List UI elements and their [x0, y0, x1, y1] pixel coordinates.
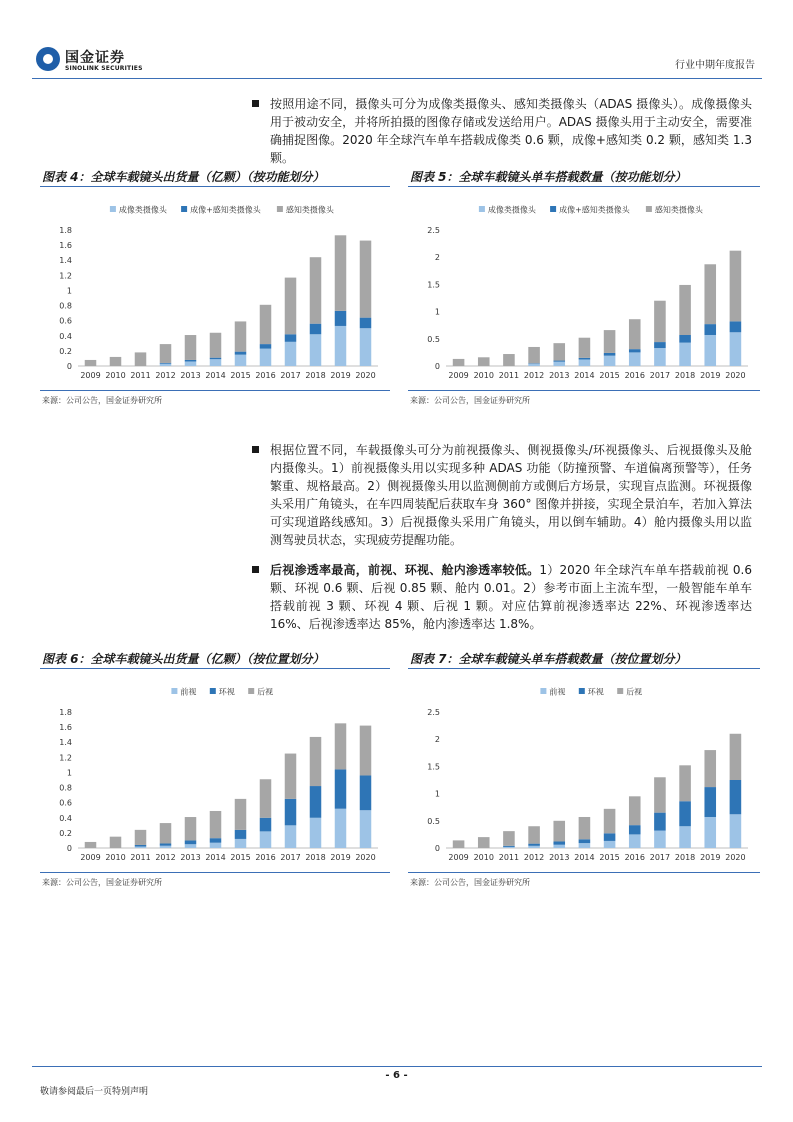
chart-svg [408, 678, 760, 868]
bar-2013-series-1 [553, 361, 565, 362]
logo-chinese-name: 国金证券 [65, 50, 125, 66]
x-tick-label: 2018 [674, 853, 696, 862]
bar-2015-series-2 [235, 321, 247, 351]
x-tick-label: 2018 [674, 371, 696, 380]
legend-label-2: 后视 [257, 687, 274, 697]
bar-2018-series-2 [679, 285, 691, 335]
paragraph-text: 1）2020 年全球汽车单车搭载前视 0.6 颗、环视 0.6 颗、后视 0.85 颗、舱内 0.01。2）参考市面上主流车型，一般智能车单车搭载前视 3 颗、环视 4 颗、后视 1 颗。对应估算前视渗透率达 22%、环视渗透率达 16%、后视渗透率达 85%，舱内渗透率达 1.8%。 [270, 563, 752, 631]
bar-2020-series-0 [360, 810, 372, 848]
y-tick-label: 2.5 [427, 708, 440, 717]
bar-2013-series-1 [185, 360, 197, 362]
bar-2012-series-2 [160, 823, 172, 843]
bar-2009-series-2 [453, 359, 465, 366]
y-tick-label: 1.6 [59, 241, 72, 251]
bar-2017-series-1 [285, 334, 297, 342]
y-tick-label: 0 [434, 844, 440, 853]
x-tick-label: 2019 [700, 371, 721, 380]
x-tick-label: 2012 [523, 371, 545, 380]
bar-2016-series-2 [629, 319, 641, 349]
bar-2015-series-2 [604, 809, 616, 833]
y-tick-label: 0.4 [59, 331, 72, 341]
bar-2017-series-0 [654, 831, 666, 848]
bar-2020-series-2 [360, 726, 372, 776]
bar-2016-series-2 [260, 305, 272, 344]
bar-2010-series-2 [110, 837, 122, 848]
bar-2011-series-2 [503, 354, 515, 366]
bar-2014-series-1 [579, 358, 591, 360]
figure-4-source: 来源：公司公告，国金证券研究所 [42, 396, 162, 405]
bar-2014-series-0 [579, 843, 591, 848]
bar-2016-series-1 [260, 818, 272, 832]
figure-7-bottom-rule [408, 872, 760, 873]
legend-label-1: 成像+感知类摄像头 [559, 205, 630, 215]
legend-swatch-2 [248, 688, 254, 694]
bar-2017-series-0 [285, 825, 297, 848]
bar-2014-series-1 [579, 839, 591, 843]
x-tick-label: 2012 [523, 853, 545, 862]
x-tick-label: 2014 [574, 853, 595, 862]
bar-2009-series-2 [453, 840, 465, 848]
logo-mark-icon [36, 47, 60, 71]
figure-5-source: 来源：公司公告，国金证券研究所 [410, 396, 530, 405]
y-tick-label: 0 [66, 844, 72, 853]
legend-label-0: 成像类摄像头 [487, 205, 536, 215]
bar-2016-series-2 [629, 796, 641, 825]
bar-2014-series-2 [579, 338, 591, 358]
bar-2012-series-0 [528, 846, 540, 848]
bar-2015-series-0 [235, 355, 247, 366]
bar-2014-series-0 [210, 843, 222, 848]
y-tick-label: 0.2 [59, 828, 72, 838]
x-tick-label: 2020 [725, 371, 746, 380]
x-tick-label: 2015 [599, 853, 620, 862]
legend-label-0: 前视 [549, 687, 566, 697]
y-tick-label: 1.5 [427, 280, 440, 290]
chart-figure-5 [408, 196, 760, 386]
bar-2013-series-1 [553, 841, 565, 844]
bar-2014-series-1 [210, 838, 222, 843]
bar-2019-series-1 [704, 787, 716, 817]
y-tick-label: 1.2 [59, 271, 72, 281]
bar-2018-series-1 [679, 801, 691, 826]
bar-2019-series-2 [704, 750, 716, 787]
bar-2018-series-0 [310, 818, 322, 848]
bar-2020-series-1 [730, 321, 742, 332]
legend-label-2: 后视 [626, 687, 643, 697]
y-tick-label: 2 [434, 253, 440, 263]
y-tick-label: 1.4 [59, 738, 72, 748]
chart-svg [40, 196, 390, 386]
chart-legend [110, 205, 335, 215]
figure-4-bottom-rule [40, 390, 390, 391]
bar-2020-series-2 [360, 241, 372, 318]
bar-2011-series-1 [503, 846, 515, 847]
y-tick-label: 1.6 [59, 723, 72, 733]
bullet-square-icon [252, 566, 259, 573]
bar-2018-series-2 [310, 737, 322, 786]
bar-2012-series-1 [528, 844, 540, 846]
x-tick-label: 2017 [649, 371, 671, 380]
x-tick-label: 2009 [80, 371, 101, 380]
y-tick-label: 2.5 [427, 226, 440, 235]
bar-2016-series-0 [629, 352, 641, 366]
x-tick-label: 2013 [549, 853, 570, 862]
x-tick-label: 2019 [700, 853, 721, 862]
legend-swatch-0 [540, 688, 546, 694]
bar-2018-series-1 [310, 786, 322, 818]
x-tick-label: 2011 [498, 853, 520, 862]
x-tick-label: 2010 [473, 371, 494, 380]
y-tick-label: 2 [434, 735, 440, 745]
paragraph-position-classification [270, 441, 752, 549]
chart-legend [171, 687, 273, 697]
bar-2017-series-2 [654, 301, 666, 342]
x-tick-label: 2016 [255, 371, 276, 380]
legend-label-2: 感知类摄像头 [654, 205, 703, 215]
y-tick-label: 1 [434, 789, 440, 799]
bar-2019-series-2 [704, 264, 716, 324]
bar-2015-series-1 [604, 353, 616, 356]
bar-2019-series-0 [704, 817, 716, 848]
figure-5-bottom-rule [408, 390, 760, 391]
bar-2016-series-1 [629, 349, 641, 352]
bar-2016-series-1 [629, 825, 641, 834]
bar-2019-series-1 [335, 311, 347, 326]
paragraph-penetration-rate [270, 561, 752, 633]
bar-2013-series-0 [553, 845, 565, 848]
x-tick-label: 2019 [330, 853, 351, 862]
bar-2020-series-1 [360, 318, 372, 329]
x-tick-label: 2016 [624, 853, 645, 862]
legend-swatch-1 [579, 688, 585, 694]
legend-swatch-2 [277, 206, 283, 212]
chart-svg [40, 678, 390, 868]
bar-2016-series-0 [260, 349, 272, 366]
bar-2018-series-0 [679, 343, 691, 366]
x-tick-label: 2016 [255, 853, 276, 862]
x-tick-label: 2012 [155, 853, 176, 862]
figure-6-title: 图表 6：全球车载镜头出货量（亿颗）（按位置划分） [42, 652, 325, 666]
bar-2015-series-2 [235, 799, 247, 830]
legend-swatch-0 [171, 688, 177, 694]
x-tick-label: 2015 [230, 853, 251, 862]
x-tick-label: 2014 [574, 371, 595, 380]
x-tick-label: 2016 [624, 371, 645, 380]
x-tick-label: 2018 [305, 853, 326, 862]
chart-legend [540, 687, 642, 697]
figure-6-bottom-rule [40, 872, 390, 873]
legend-swatch-1 [210, 688, 216, 694]
y-tick-label: 1.5 [427, 762, 440, 772]
header-divider [32, 78, 762, 79]
x-tick-label: 2020 [355, 853, 376, 862]
legend-label-0: 成像类摄像头 [118, 205, 167, 215]
x-tick-label: 2012 [155, 371, 176, 380]
bar-2013-series-2 [185, 335, 197, 360]
bar-2018-series-2 [679, 765, 691, 801]
y-tick-label: 0 [66, 362, 72, 371]
legend-swatch-2 [617, 688, 623, 694]
bar-2009-series-2 [85, 842, 97, 848]
bar-2011-series-2 [135, 352, 147, 366]
y-tick-label: 1.8 [59, 226, 72, 235]
bar-2014-series-2 [210, 333, 222, 358]
x-tick-label: 2019 [330, 371, 351, 380]
bar-2018-series-0 [310, 334, 322, 366]
bar-2012-series-1 [160, 843, 172, 845]
legend-swatch-0 [110, 206, 116, 212]
x-tick-label: 2015 [599, 371, 620, 380]
x-tick-label: 2014 [205, 853, 226, 862]
y-tick-label: 0.2 [59, 346, 72, 356]
y-tick-label: 1 [66, 286, 72, 296]
x-tick-label: 2011 [498, 371, 520, 380]
bar-2017-series-2 [654, 777, 666, 812]
y-tick-label: 1.2 [59, 753, 72, 763]
figure-6-title-rule [40, 668, 390, 669]
bar-2015-series-2 [604, 330, 616, 353]
bar-2019-series-1 [335, 769, 347, 808]
bullet-square-icon [252, 100, 259, 107]
bar-2009-series-2 [85, 360, 97, 366]
bar-2020-series-2 [730, 734, 742, 780]
chart-figure-7 [408, 678, 760, 868]
bar-2012-series-0 [160, 364, 172, 366]
bar-2011-series-0 [503, 847, 515, 848]
bar-2011-series-2 [135, 830, 147, 845]
bar-2013-series-0 [553, 362, 565, 366]
bar-2019-series-0 [335, 809, 347, 848]
bar-2015-series-1 [604, 833, 616, 841]
bar-2010-series-2 [110, 357, 122, 366]
bar-2012-series-2 [528, 347, 540, 363]
bar-2014-series-2 [210, 811, 222, 838]
figure-4-title: 图表 4：全球车载镜头出货量（亿颗）（按功能划分） [42, 170, 325, 184]
bar-2012-series-0 [160, 846, 172, 848]
bar-2010-series-2 [478, 357, 490, 366]
y-tick-label: 0.8 [59, 783, 72, 793]
bullet-square-icon [252, 446, 259, 453]
x-tick-label: 2010 [105, 853, 126, 862]
y-tick-label: 0.5 [427, 816, 440, 826]
bar-2018-series-1 [310, 324, 322, 335]
x-tick-label: 2010 [473, 853, 494, 862]
bar-2015-series-1 [235, 830, 247, 839]
bar-2019-series-0 [335, 326, 347, 366]
y-tick-label: 0.6 [59, 316, 72, 326]
bar-2020-series-2 [730, 251, 742, 322]
x-tick-label: 2013 [180, 371, 201, 380]
bar-2016-series-1 [260, 344, 272, 349]
x-tick-label: 2017 [280, 371, 301, 380]
bar-2013-series-2 [553, 343, 565, 360]
bar-2017-series-0 [654, 348, 666, 366]
figure-7-source: 来源：公司公告，国金证券研究所 [410, 878, 530, 887]
bar-2019-series-1 [704, 324, 716, 335]
legend-label-2: 感知类摄像头 [285, 205, 334, 215]
figure-7-title: 图表 7：全球车载镜头单车搭载数量（按位置划分） [410, 652, 687, 666]
x-tick-label: 2020 [725, 853, 746, 862]
bar-2020-series-1 [730, 780, 742, 814]
bar-2011-series-0 [135, 846, 147, 848]
bar-2018-series-1 [679, 335, 691, 343]
bar-2011-series-1 [135, 845, 147, 847]
bar-2014-series-0 [579, 359, 591, 366]
bar-2017-series-0 [285, 342, 297, 366]
report-type: 行业中期年度报告 [675, 60, 755, 71]
x-tick-label: 2014 [205, 371, 226, 380]
figure-6-source: 来源：公司公告，国金证券研究所 [42, 878, 162, 887]
bar-2010-series-2 [478, 837, 490, 848]
bar-2018-series-0 [679, 826, 691, 848]
logo-english-name: SINOLINK SECURITIES [65, 65, 143, 72]
bar-2012-series-2 [528, 826, 540, 843]
page-number: - 6 - [385, 1070, 408, 1081]
bar-2014-series-1 [210, 358, 222, 360]
bar-2016-series-2 [260, 779, 272, 818]
bar-2016-series-0 [260, 831, 272, 848]
y-tick-label: 1.8 [59, 708, 72, 717]
bar-2016-series-0 [629, 834, 641, 848]
x-tick-label: 2010 [105, 371, 126, 380]
y-tick-label: 0.5 [427, 334, 440, 344]
bar-2020-series-0 [730, 814, 742, 848]
figure-5-title-rule [408, 186, 760, 187]
bar-2013-series-0 [185, 361, 197, 366]
bar-2013-series-2 [553, 821, 565, 842]
y-tick-label: 0.4 [59, 813, 72, 823]
legend-swatch-1 [550, 206, 556, 212]
footer-disclaimer: 敬请参阅最后一页特别声明 [40, 1087, 149, 1097]
legend-swatch-1 [181, 206, 187, 212]
x-tick-label: 2011 [130, 853, 151, 862]
x-tick-label: 2013 [180, 853, 201, 862]
y-tick-label: 1 [66, 768, 72, 778]
company-logo [36, 47, 156, 77]
x-tick-label: 2015 [230, 371, 251, 380]
x-tick-label: 2018 [305, 371, 326, 380]
chart-figure-4 [40, 196, 390, 386]
bar-2015-series-1 [235, 352, 247, 355]
figure-5-title: 图表 5：全球车载镜头单车搭载数量（按功能划分） [410, 170, 687, 184]
chart-figure-6 [40, 678, 390, 868]
bar-2018-series-2 [310, 257, 322, 323]
bar-2015-series-0 [235, 839, 247, 848]
bar-2020-series-1 [360, 775, 372, 810]
bar-2013-series-2 [185, 817, 197, 840]
x-tick-label: 2013 [549, 371, 570, 380]
y-tick-label: 0.8 [59, 301, 72, 311]
bar-2014-series-2 [579, 817, 591, 839]
bar-2017-series-1 [654, 342, 666, 348]
footer-divider [32, 1066, 762, 1067]
bar-2011-series-2 [503, 831, 515, 846]
paragraph-bold-lead: 后视渗透率最高，前视、环视、舱内渗透率较低。 [270, 563, 540, 577]
x-tick-label: 2009 [448, 853, 469, 862]
x-tick-label: 2009 [448, 371, 469, 380]
bar-2012-series-1 [528, 363, 540, 364]
legend-label-1: 成像+感知类摄像头 [190, 205, 261, 215]
legend-swatch-2 [646, 206, 652, 212]
chart-legend [479, 205, 704, 215]
x-tick-label: 2011 [130, 371, 151, 380]
bar-2012-series-1 [160, 363, 172, 364]
bar-2015-series-0 [604, 841, 616, 848]
figure-4-title-rule [40, 186, 390, 187]
bar-2020-series-0 [360, 328, 372, 366]
bar-2013-series-1 [185, 840, 197, 844]
bar-2012-series-2 [160, 344, 172, 363]
bar-2015-series-0 [604, 356, 616, 366]
y-tick-label: 0 [434, 362, 440, 371]
bar-2017-series-2 [285, 754, 297, 799]
legend-label-0: 前视 [180, 687, 197, 697]
x-tick-label: 2009 [80, 853, 101, 862]
bar-2013-series-0 [185, 844, 197, 848]
bar-2019-series-2 [335, 723, 347, 769]
y-tick-label: 1.4 [59, 256, 72, 266]
bar-2020-series-0 [730, 332, 742, 366]
x-tick-label: 2017 [649, 853, 671, 862]
legend-label-1: 环视 [218, 687, 235, 697]
bar-2012-series-0 [528, 364, 540, 366]
x-tick-label: 2020 [355, 371, 376, 380]
bar-2017-series-2 [285, 278, 297, 335]
paragraph-function-classification [270, 95, 752, 167]
paragraph-text: 按照用途不同，摄像头可分为成像类摄像头、感知类摄像头（ADAS 摄像头）。成像摄像头用于被动安全，并将所拍摄的图像存储或发送给用户。ADAS 摄像头用于主动安全，需要准确捕捉图像。2020 年全球汽车单车搭载成像类 0.6 颗，成像+感知类 0.2 颗，感知类 1.3 颗。 [270, 97, 752, 165]
x-tick-label: 2017 [280, 853, 301, 862]
legend-swatch-0 [479, 206, 485, 212]
bar-2017-series-1 [654, 813, 666, 831]
bar-2014-series-0 [210, 359, 222, 366]
chart-svg [408, 196, 760, 386]
bar-2017-series-1 [285, 799, 297, 825]
bar-2019-series-0 [704, 335, 716, 366]
legend-label-1: 环视 [587, 687, 604, 697]
bar-2019-series-2 [335, 235, 347, 311]
y-tick-label: 0.6 [59, 798, 72, 808]
paragraph-text: 根据位置不同，车载摄像头可分为前视摄像头、侧视摄像头/环视摄像头、后视摄像头及舱内摄像头。1）前视摄像头用以实现多种 ADAS 功能（防撞预警、车道偏离预警等），任务繁重、规格最高。2）侧视摄像头用以监测侧前方或侧后方场景，实现盲点监测。环视摄像头采用广角镜头，在车四周装配后获取车身 360° 图像并拼接，实现全景泊车，若加入算法可实现道路线感知。3）后视摄像头采用广角镜头，用以倒车辅助。4）舱内摄像头用以监测驾驶员状态，实现疲劳提醒功能。 [270, 443, 752, 547]
figure-7-title-rule [408, 668, 760, 669]
y-tick-label: 1 [434, 307, 440, 317]
